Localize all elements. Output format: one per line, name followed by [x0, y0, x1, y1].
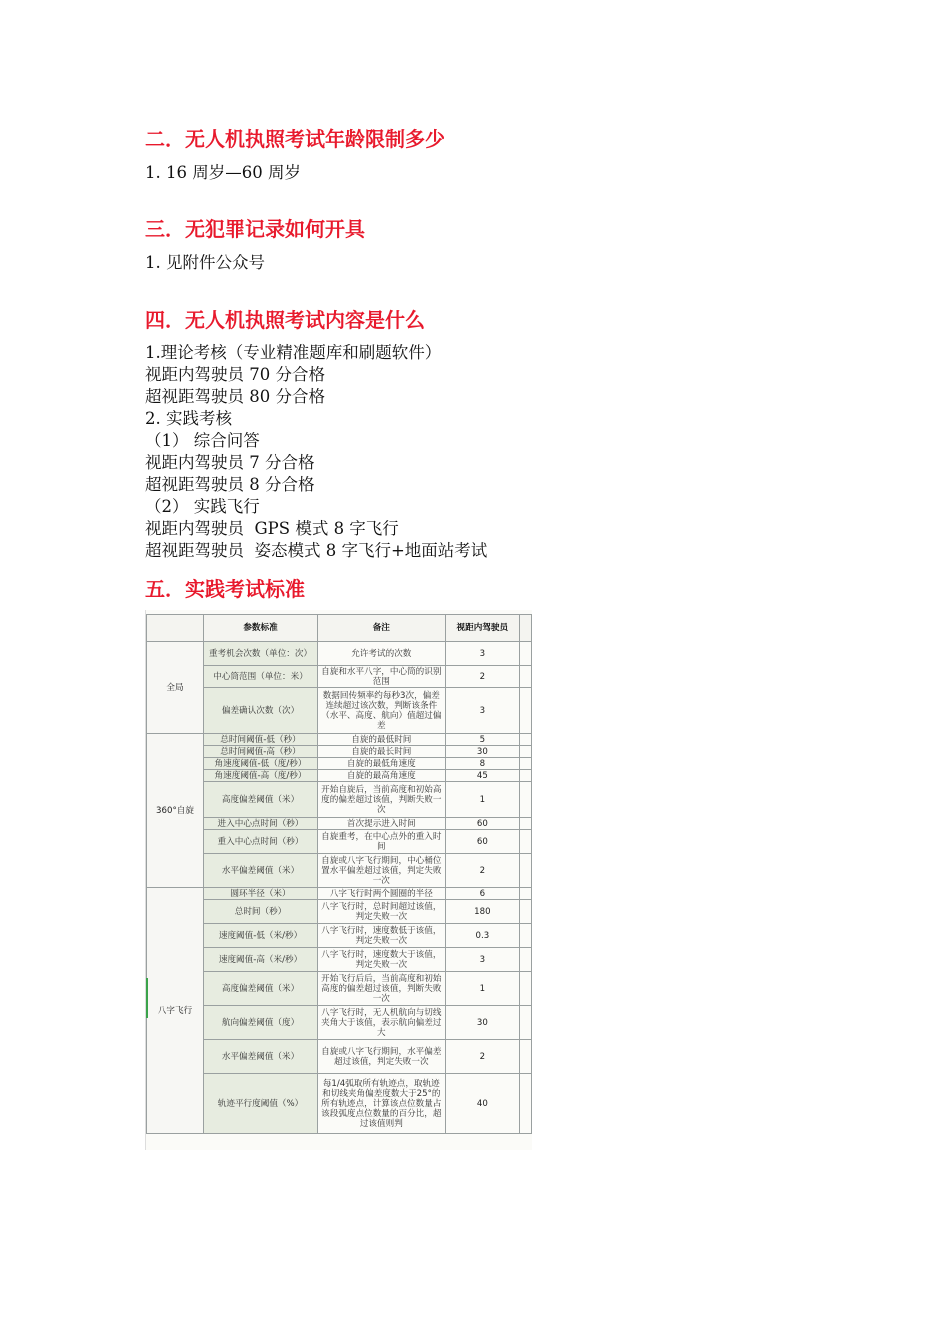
table-cut-cell [520, 782, 532, 818]
table-value-cell: 3 [445, 688, 520, 734]
table-group-cell: 360°自旋 [147, 734, 204, 888]
table-row [147, 854, 532, 888]
table-value-cell: 3 [445, 948, 520, 972]
table-row [147, 758, 532, 770]
section-heading-standard: 五．实践考试标准 [145, 577, 305, 601]
age-range-text: 1. 16 周岁—60 周岁 [145, 163, 301, 182]
table-note-cell: 自旋或八字飞行期间，中心桶位置水平偏差超过该值，判定失败一次 [318, 854, 446, 888]
table-value-cell: 1 [445, 972, 520, 1006]
table-param-cell: 总时间阈值-低（秒） [204, 734, 318, 746]
table-note-cell: 八字飞行时，速度数低于该值，判定失败一次 [318, 924, 446, 948]
table-value-cell: 8 [445, 758, 520, 770]
table-value-cell: 30 [445, 746, 520, 758]
table-note-cell: 八字飞行时，无人机航向与切线夹角大于该值，表示航向偏差过大 [318, 1006, 446, 1040]
table-note-cell: 自旋的最高角速度 [318, 770, 446, 782]
content-line: 视距内驾驶员 70 分合格 [145, 365, 325, 384]
table-note-cell: 每1/4弧取所有轨迹点，取轨迹和切线夹角偏差度数大于25°的所有轨迹点，计算该点位数量占该段弧度点位数量的百分比，超过该值则判 [318, 1074, 446, 1134]
table-row [147, 734, 532, 746]
table-cut-cell [520, 972, 532, 1006]
table-cut-cell [520, 830, 532, 854]
content-line: 超视距驾驶员 80 分合格 [145, 387, 325, 406]
table-value-cell: 2 [445, 1040, 520, 1074]
content-line: （1） 综合问答 [145, 431, 260, 450]
table-header-group [147, 615, 204, 642]
table-row [147, 924, 532, 948]
table-param-cell: 中心筒范围（单位：米） [204, 666, 318, 688]
table-row [147, 666, 532, 688]
table-note-cell: 自旋的最低时间 [318, 734, 446, 746]
content-line: 超视距驾驶员 8 分合格 [145, 475, 315, 494]
table-cut-cell [520, 818, 532, 830]
table-cut-cell [520, 758, 532, 770]
table-cut-cell [520, 1006, 532, 1040]
table-cut-cell [520, 888, 532, 900]
table-cut-cell [520, 746, 532, 758]
table-param-cell: 重考机会次数（单位：次） [204, 642, 318, 666]
table-value-cell: 5 [445, 734, 520, 746]
table-param-cell: 圆环半径（米） [204, 888, 318, 900]
table-row [147, 642, 532, 666]
table-row [147, 1006, 532, 1040]
table-param-cell: 航向偏差阈值（度） [204, 1006, 318, 1040]
table-note-cell: 自旋或八字飞行期间，水平偏差超过该值，判定失败一次 [318, 1040, 446, 1074]
table-note-cell: 数据回传频率约每秒3次，偏差连续超过该次数，判断该条件（水平、高度、航向）值超过偏差 [318, 688, 446, 734]
table-param-cell: 重入中心点时间（秒） [204, 830, 318, 854]
table-cut-cell [520, 900, 532, 924]
table-cut-cell [520, 924, 532, 948]
table-row [147, 746, 532, 758]
table-note-cell: 允许考试的次数 [318, 642, 446, 666]
table-note-cell: 自旋的最长时间 [318, 746, 446, 758]
table-value-cell: 60 [445, 830, 520, 854]
content-line: 超视距驾驶员 姿态模式 8 字飞行+地面站考试 [145, 541, 488, 560]
content-line: 视距内驾驶员 7 分合格 [145, 453, 315, 472]
table-param-cell: 水平偏差阈值（米） [204, 854, 318, 888]
table-row [147, 900, 532, 924]
table-row [147, 688, 532, 734]
record-text: 1. 见附件公众号 [145, 253, 265, 272]
table-header-param: 参数标准 [204, 615, 318, 642]
table-param-cell: 角速度阈值-低（度/秒） [204, 758, 318, 770]
table-note-cell: 开始自旋后，当前高度和初始高度的偏差超过该值，判断失败一次 [318, 782, 446, 818]
table-cut-cell [520, 666, 532, 688]
table-param-cell: 偏差确认次数（次） [204, 688, 318, 734]
table-note-cell: 自旋的最低角速度 [318, 758, 446, 770]
table-header-value: 视距内驾驶员 [445, 615, 520, 642]
table-row [147, 782, 532, 818]
table-value-cell: 1 [445, 782, 520, 818]
table-note-cell: 开始飞行后后，当前高度和初始高度的偏差超过该值，判断失败一次 [318, 972, 446, 1006]
table-value-cell: 180 [445, 900, 520, 924]
table-param-cell: 高度偏差阈值（米） [204, 782, 318, 818]
table-cut-cell [520, 688, 532, 734]
table-cut-cell [520, 642, 532, 666]
table-cut-cell [520, 770, 532, 782]
table-value-cell: 40 [445, 1074, 520, 1134]
table-param-cell: 角速度阈值-高（度/秒） [204, 770, 318, 782]
table-row [147, 888, 532, 900]
standard-table-image [145, 610, 532, 1150]
table-value-cell: 2 [445, 666, 520, 688]
table-value-cell: 60 [445, 818, 520, 830]
table-param-cell: 进入中心点时间（秒） [204, 818, 318, 830]
content-line: 2. 实践考核 [145, 409, 232, 428]
table-header-note: 备注 [318, 615, 446, 642]
content-line: 视距内驾驶员 GPS 模式 8 字飞行 [145, 519, 399, 538]
table-param-cell: 总时间（秒） [204, 900, 318, 924]
table-value-cell: 3 [445, 642, 520, 666]
table-param-cell: 水平偏差阈值（米） [204, 1040, 318, 1074]
row-marker [146, 978, 148, 1018]
table-group-cell: 全局 [147, 642, 204, 734]
table-note-cell: 八字飞行时，速度数大于该值，判定失败一次 [318, 948, 446, 972]
table-row [147, 1040, 532, 1074]
table-note-cell: 自旋和水平八字，中心筒的识别范围 [318, 666, 446, 688]
table-row [147, 972, 532, 1006]
practical-exam-standard-table [146, 614, 532, 1134]
section-heading-content: 四．无人机执照考试内容是什么 [145, 308, 425, 332]
table-cut-cell [520, 854, 532, 888]
content-line: （2） 实践飞行 [145, 497, 260, 516]
table-cut-cell [520, 948, 532, 972]
table-cut-cell [520, 1074, 532, 1134]
table-header-cut [520, 615, 532, 642]
table-cut-cell [520, 734, 532, 746]
table-value-cell: 30 [445, 1006, 520, 1040]
table-value-cell: 2 [445, 854, 520, 888]
table-value-cell: 45 [445, 770, 520, 782]
table-note-cell: 自旋重考，在中心点外的重入时间 [318, 830, 446, 854]
table-row [147, 948, 532, 972]
table-note-cell: 八字飞行时两个圆圈的半径 [318, 888, 446, 900]
content-line: 1.理论考核（专业精准题库和刷题软件） [145, 343, 442, 362]
table-row [147, 830, 532, 854]
table-param-cell: 总时间阈值-高（秒） [204, 746, 318, 758]
section-heading-record: 三．无犯罪记录如何开具 [145, 217, 365, 241]
table-group-cell: 八字飞行 [147, 888, 204, 1134]
table-note-cell: 首次提示进入时间 [318, 818, 446, 830]
table-cut-cell [520, 1040, 532, 1074]
table-param-cell: 速度阈值-低（米/秒） [204, 924, 318, 948]
table-value-cell: 0.3 [445, 924, 520, 948]
table-row [147, 770, 532, 782]
table-row [147, 1074, 532, 1134]
table-param-cell: 速度阈值-高（米/秒） [204, 948, 318, 972]
table-param-cell: 高度偏差阈值（米） [204, 972, 318, 1006]
table-param-cell: 轨迹平行度阈值（%） [204, 1074, 318, 1134]
section-heading-age: 二．无人机执照考试年龄限制多少 [145, 127, 445, 151]
table-value-cell: 6 [445, 888, 520, 900]
table-row [147, 818, 532, 830]
table-note-cell: 八字飞行时，总时间超过该值，判定失败一次 [318, 900, 446, 924]
